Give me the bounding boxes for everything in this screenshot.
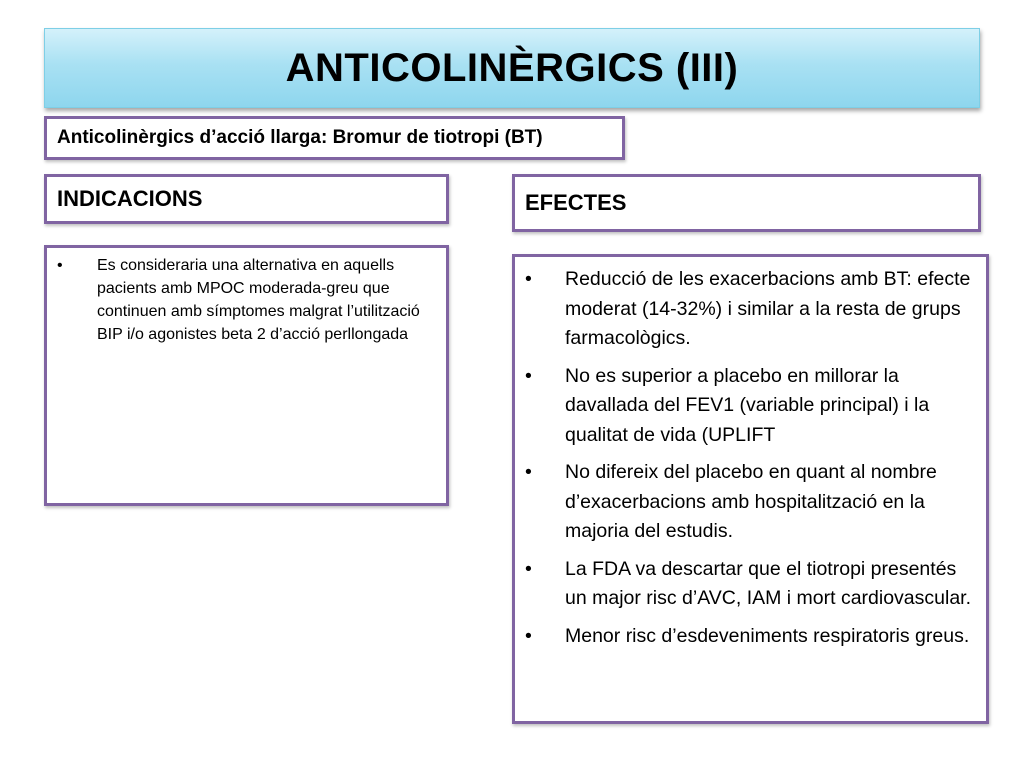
list-item-text: Reducció de les exacerbacions amb BT: efecte moderat (14-32%) i similar a la resta de grups farmacològics. [565, 268, 971, 349]
bullet-icon: • [57, 257, 63, 274]
list-item-text: Es consideraria una alternativa en aquells pacients amb MPOC moderada-greu que continuen amb símptomes malgrat l’utilització BIP i/o agonistes beta 2 d’acció perllongada [97, 257, 420, 343]
indicacions-panel [44, 245, 449, 506]
list-item-text: No es superior a placebo en millorar la davallada del FEV1 (variable principal) i la qualitat de vida (UPLIFT [565, 364, 930, 446]
bullet-icon: • [525, 364, 532, 387]
list-item-text: La FDA va descartar que el tiotropi presentés un major risc d’AVC, IAM i mort cardiovascular. [565, 557, 972, 609]
list-item [525, 458, 980, 547]
bullet-icon: • [525, 461, 532, 483]
list-item [525, 362, 980, 451]
efectes-header [512, 174, 981, 232]
list-item-text: Menor risc d’esdeveniments respiratoris greus. [565, 624, 970, 647]
subtitle-text: Anticolinèrgics d’acció llarga: Bromur de tiotropi (BT) [57, 127, 543, 148]
list-item [525, 555, 980, 614]
list-item [525, 622, 980, 652]
efectes-list [525, 265, 980, 651]
page-title: ANTICOLINÈRGICS (III) [285, 45, 739, 90]
title-banner [44, 28, 980, 108]
efectes-panel [512, 254, 989, 724]
list-item-text: No difereix del placebo en quant al nombre d’exacerbacions amb hospitalització en la majoria del estudis. [565, 461, 937, 542]
indicacions-list [57, 254, 430, 346]
indicacions-header [44, 174, 449, 224]
efectes-header-label: EFECTES [525, 190, 627, 215]
subtitle-box [44, 116, 625, 160]
indicacions-header-label: INDICACIONS [57, 186, 203, 211]
list-item [57, 254, 430, 346]
list-item [525, 265, 980, 354]
bullet-icon: • [525, 624, 532, 647]
bullet-icon: • [525, 557, 532, 580]
bullet-icon: • [525, 268, 532, 290]
